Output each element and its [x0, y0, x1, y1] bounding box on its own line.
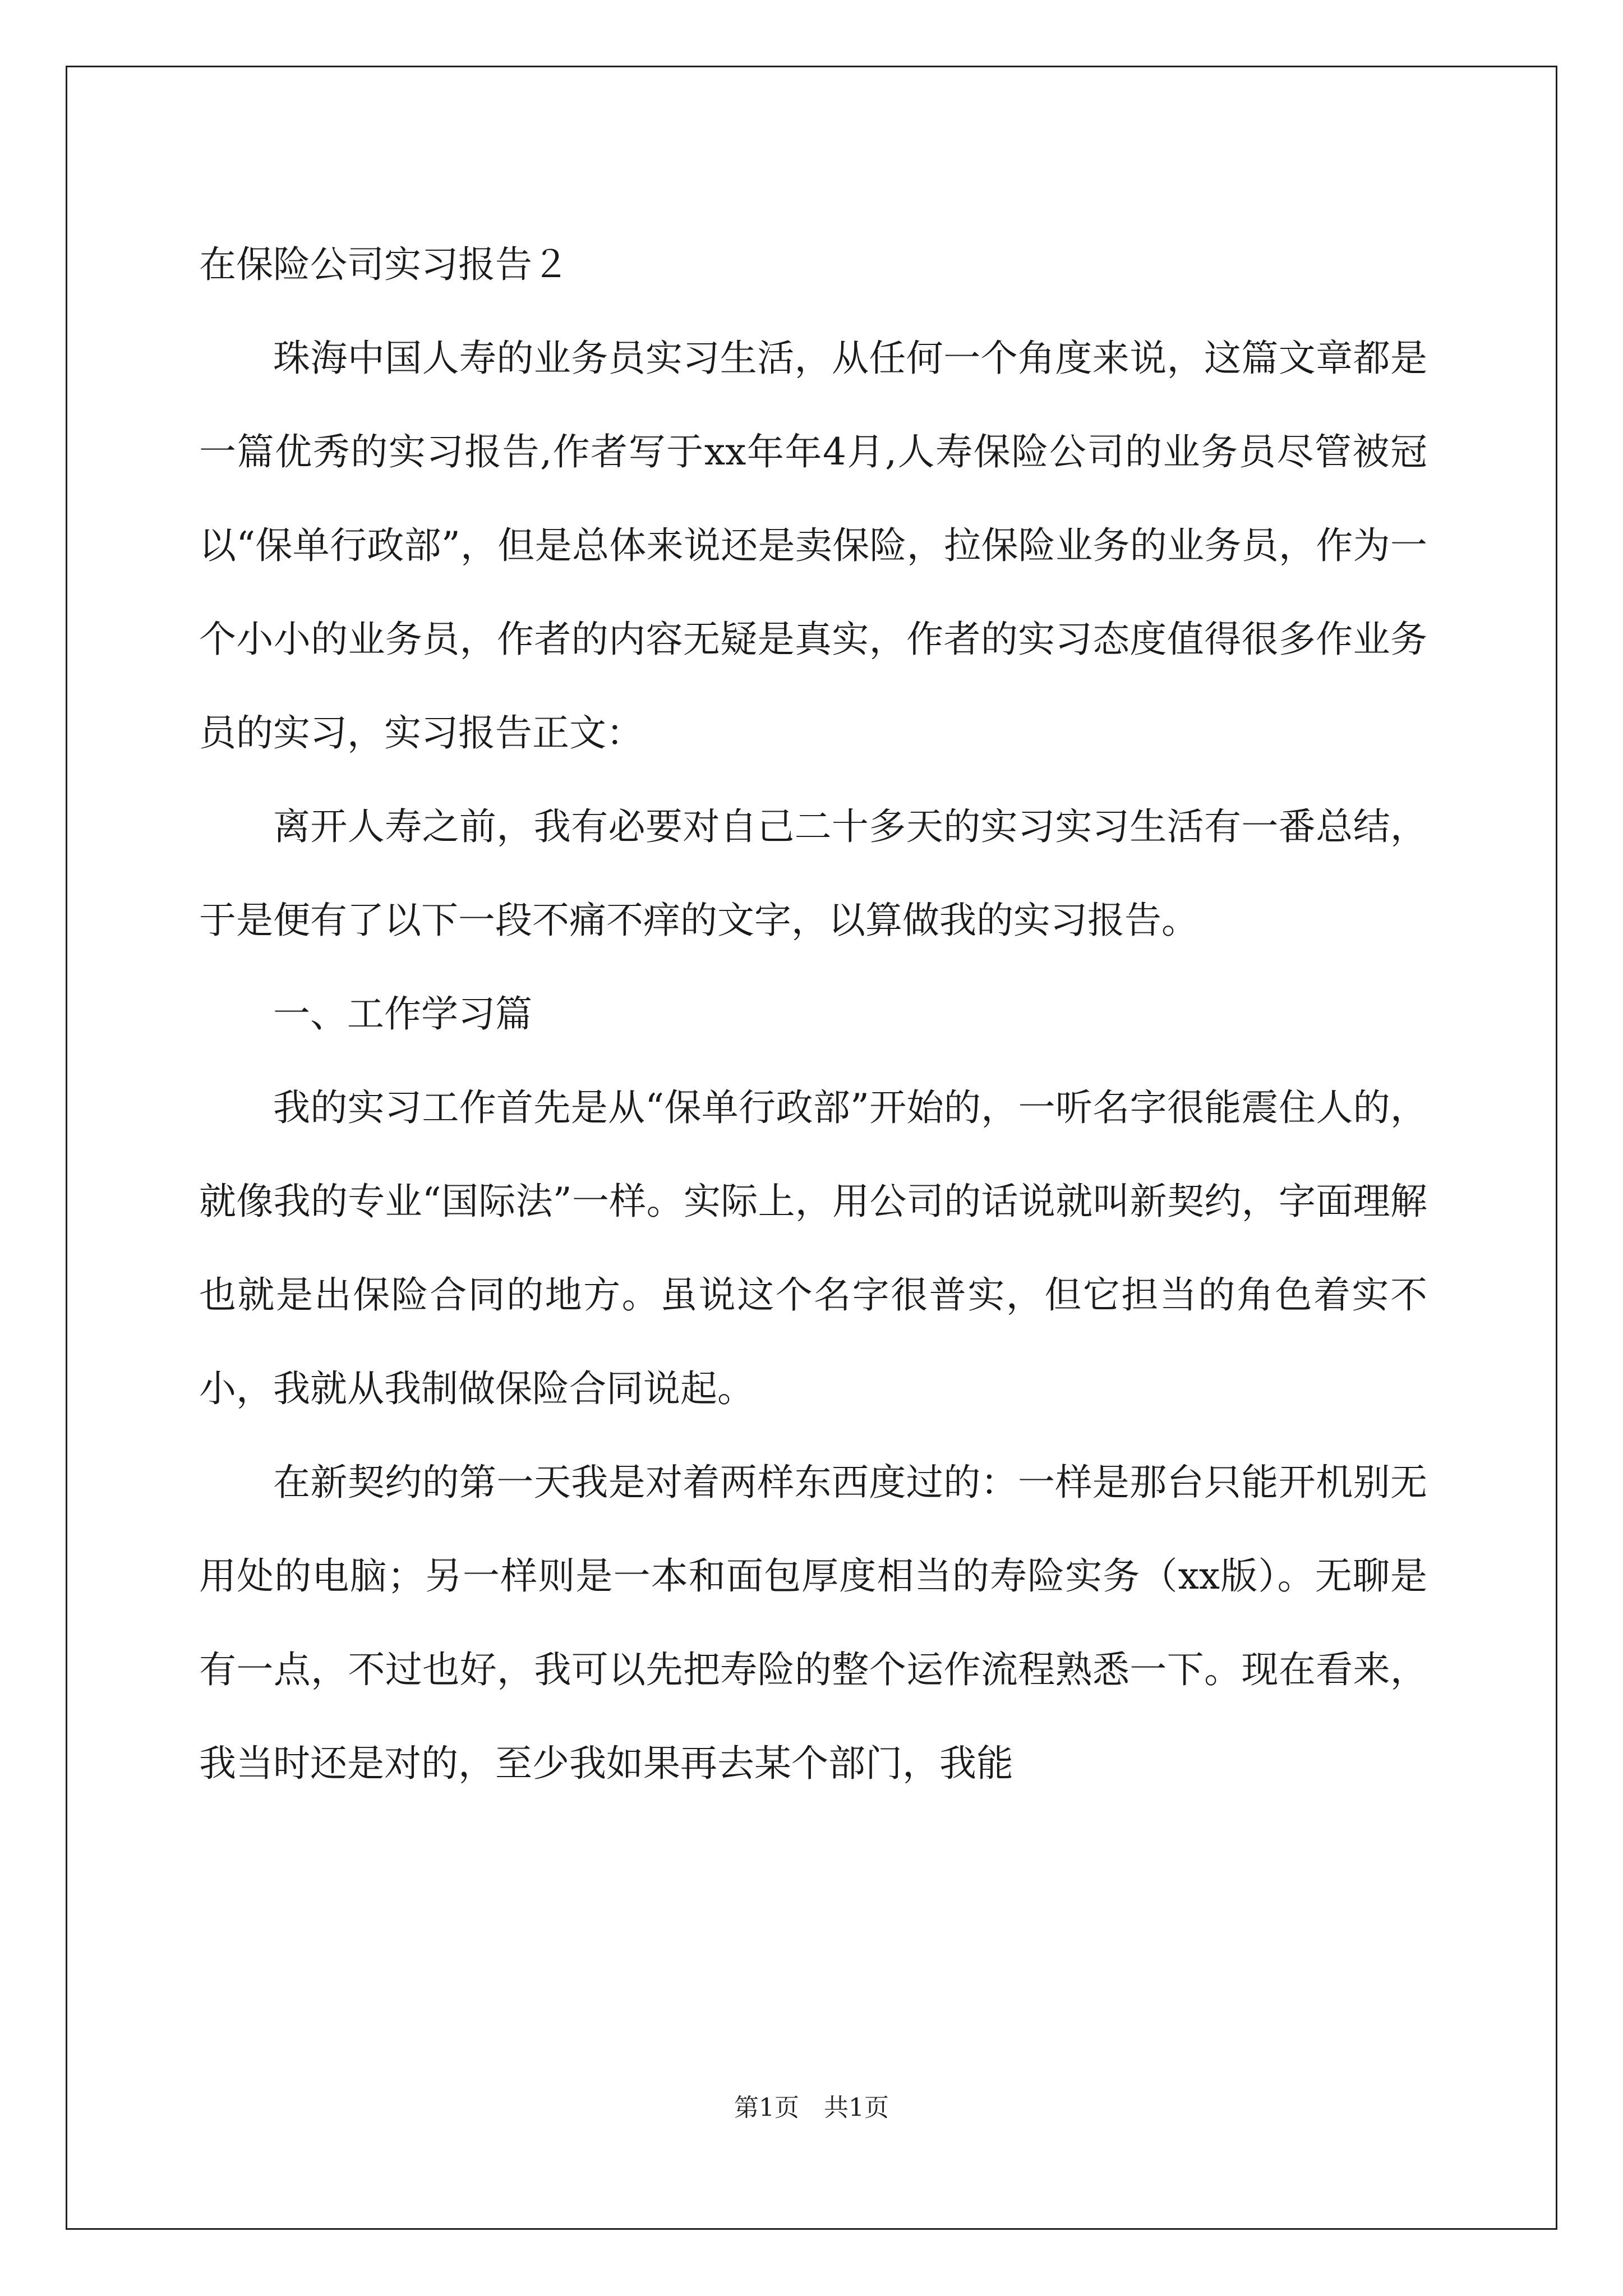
paragraph-first-day: 在新契约的第一天我是对着两样东西度过的：一样是那台只能开机别无用处的电脑；另一样则是一本和面包厚度相当的寿险实务（xx版）。无聊是有一点，不过也好，我可以先把寿险的整个运作流程熟悉一下。现在看来，我当时还是对的，至少我如果再去某个部门，我能 [199, 1461, 1427, 1785]
paragraph-intro: 珠海中国人寿的业务员实习生活，从任何一个角度来说，这篇文章都是一篇优秀的实习报告,作者写于xx年年4月,人寿保险公司的业务员尽管被冠以“保单行政部”，但是总体来说还是卖保险，拉保险业务的业务员，作为一个小小的业务员，作者的内容无疑是真实，作者的实习态度值得很多作业务员的实习，实习报告正文： [199, 337, 1427, 754]
paragraph-before-leaving: 离开人寿之前，我有必要对自己二十多天的实习实习生活有一番总结，于是便有了以下一段不痛不痒的文字，以算做我的实习报告。 [199, 805, 1427, 942]
paragraph-policy-department: 我的实习工作首先是从“保单行政部”开始的，一听名字很能震住人的，就像我的专业“国际法”一样。实际上，用公司的话说就叫新契约，字面理解也就是出保险合同的地方。虽说这个名字很普实，但它担当的角色着实不小，我就从我制做保险合同说起。 [199, 1086, 1427, 1410]
document-body [199, 218, 1427, 1810]
document-title: 在保险公司实习报告２ [199, 243, 569, 286]
page-number-footer: 第1页 共1页 [734, 2093, 889, 2122]
section-heading-work-study: 一、工作学习篇 [273, 992, 532, 1036]
